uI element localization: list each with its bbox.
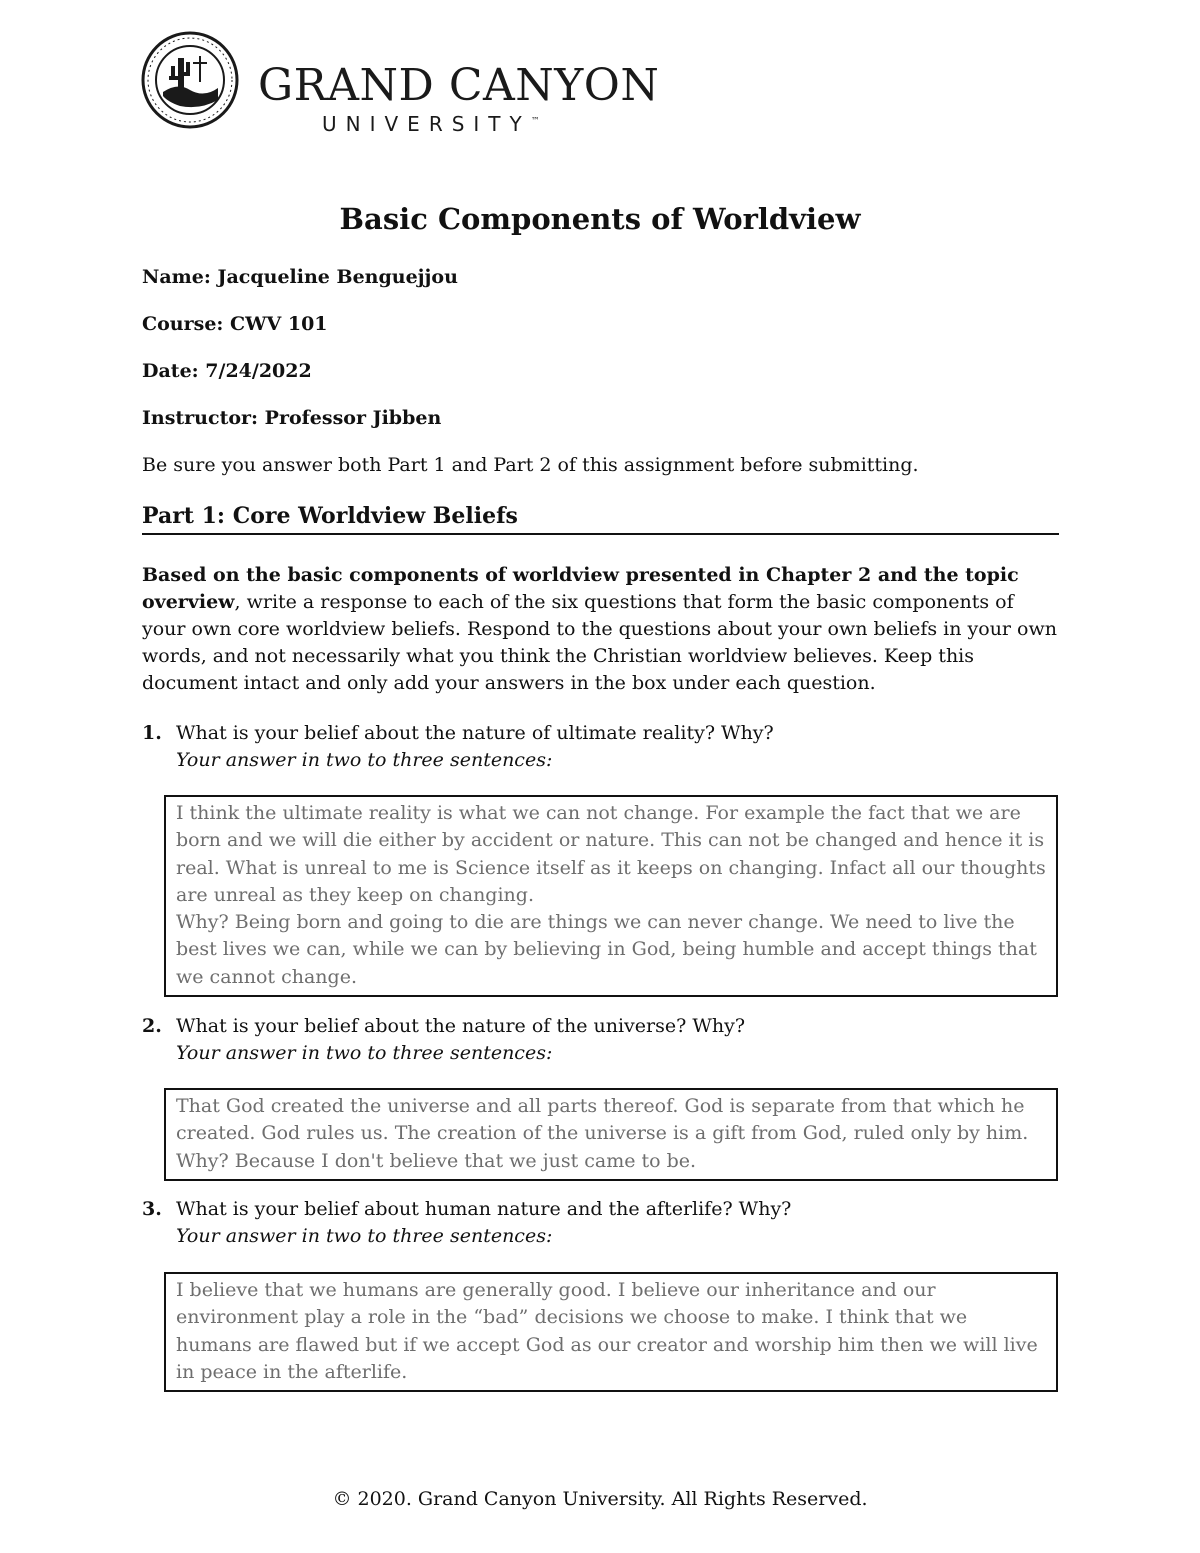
university-logo bbox=[140, 30, 660, 136]
answer-box-3[interactable] bbox=[164, 1272, 1058, 1392]
footer-copyright: © 2020. Grand Canyon University. All Rights Reserved. bbox=[332, 1488, 868, 1510]
logo-wordmark: GRAND CANYON bbox=[258, 60, 660, 111]
answer-paragraph: I think the ultimate reality is what we can not change. For example the fact that we are born and we will die either by accident or nature. This can not be changed and hence it is real. What is unreal to me is Science itself as it keeps on changing. Infact all our thoughts are unreal as they keep on changing. bbox=[176, 802, 1046, 906]
university-seal-icon bbox=[140, 30, 244, 130]
question-2 bbox=[142, 1013, 745, 1067]
course: Course: CWV 101 bbox=[142, 313, 328, 335]
date: Date: 7/24/2022 bbox=[142, 360, 312, 382]
answer-box-2[interactable] bbox=[164, 1088, 1058, 1181]
question-number: 3. bbox=[142, 1198, 162, 1220]
answer-paragraph: I believe that we humans are generally good. I believe our inheritance and our environment play a role in the “bad” decisions we choose to make. I think that we humans are flawed but if we accept God as our creator and worship him then we will live in peace in the afterlife. bbox=[176, 1279, 1038, 1383]
intro-rest: , write a response to each of the six questions that form the basic components of your own core worldview beliefs. Respond to the questions about your own beliefs in your own words, and not necessarily what you think the Christian worldview believes. Keep this document intact and only add your answers in the box under each question. bbox=[142, 591, 1057, 694]
question-text: What is your belief about the nature of the universe? Why? bbox=[176, 1015, 746, 1037]
answer-paragraph: That God created the universe and all parts thereof. God is separate from that which he created. God rules us. The creation of the universe is a gift from God, ruled only by him. Why? Because I don't believe that we just came to be. bbox=[176, 1095, 1029, 1172]
question-text: What is your belief about the nature of ultimate reality? Why? bbox=[176, 722, 774, 744]
part1-heading: Part 1: Core Worldview Beliefs bbox=[142, 503, 1059, 535]
question-text: What is your belief about human nature and the afterlife? Why? bbox=[176, 1198, 792, 1220]
logo-subtitle: UNIVERSITY™ bbox=[322, 112, 540, 136]
page-title: Basic Components of Worldview bbox=[339, 202, 861, 236]
answer-paragraph: Why? Being born and going to die are things we can never change. We need to live the best lives we can, while we can by believing in God, being humble and accept things that we cannot change. bbox=[176, 911, 1037, 988]
answer-prompt: Your answer in two to three sentences: bbox=[176, 1042, 553, 1064]
answer-prompt: Your answer in two to three sentences: bbox=[176, 749, 553, 771]
instructor: Instructor: Professor Jibben bbox=[142, 407, 442, 429]
answer-box-1[interactable] bbox=[164, 795, 1058, 997]
question-number: 2. bbox=[142, 1015, 162, 1037]
instruction-text: Be sure you answer both Part 1 and Part 2 of this assignment before submitting. bbox=[142, 454, 919, 476]
question-1 bbox=[142, 720, 774, 774]
part1-intro bbox=[142, 562, 1062, 697]
question-3 bbox=[142, 1196, 791, 1250]
student-name: Name: Jacqueline Benguejjou bbox=[142, 266, 458, 288]
question-number: 1. bbox=[142, 722, 162, 744]
intro-bold: Based on the basic components of worldview presented in Chapter 2 and the topic overview bbox=[142, 564, 1019, 613]
answer-prompt: Your answer in two to three sentences: bbox=[176, 1225, 553, 1247]
